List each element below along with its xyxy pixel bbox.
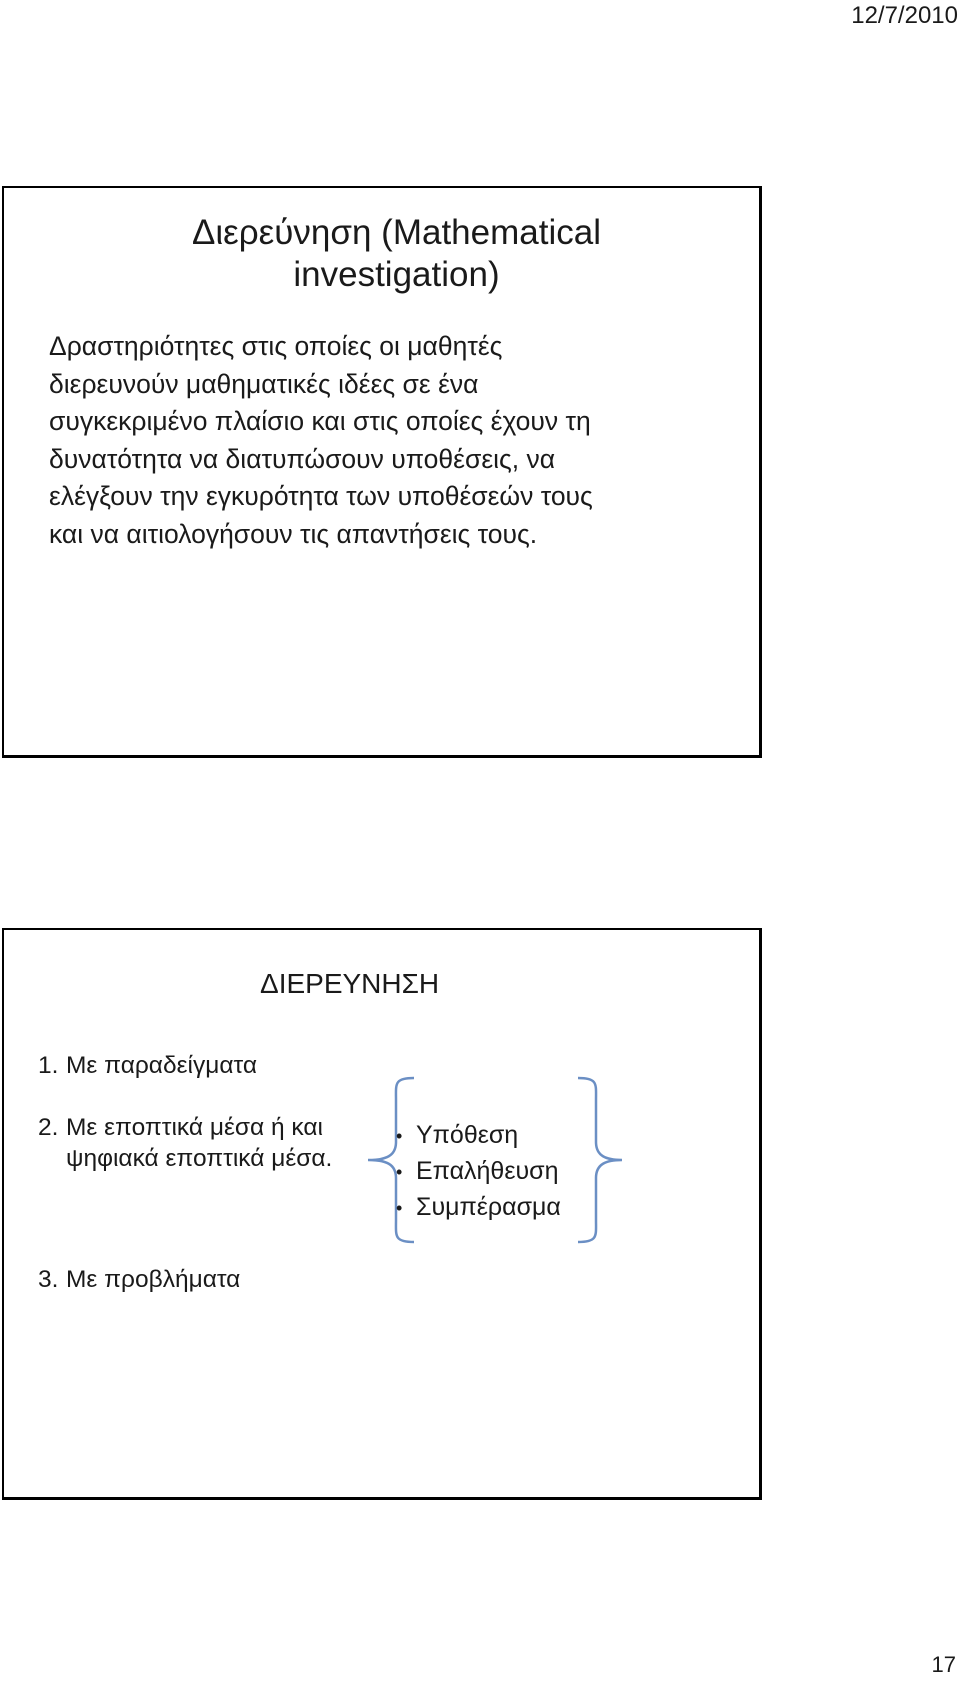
slide-2 — [2, 928, 762, 1500]
bullet-list — [396, 1118, 561, 1226]
bullet-text: Υπόθεση — [416, 1121, 519, 1149]
bullet-item — [396, 1154, 561, 1190]
slide-1-title-line-1: Διερεύνηση (Mathematical — [192, 213, 601, 252]
body-line: δυνατότητα να διατυπώσουν υποθέσεις, να — [49, 443, 556, 474]
slide-1-body — [49, 328, 749, 553]
slide-1 — [2, 186, 762, 758]
list-item-text: Με προβλήματα — [66, 1266, 241, 1293]
right-curly-brace — [578, 1078, 622, 1242]
body-line: διερευνούν μαθηματικές ιδέες σε ένα — [49, 368, 479, 399]
page-date: 12/7/2010 — [851, 2, 958, 29]
body-line: και να αιτιολογήσουν τις απαντήσεις τους. — [49, 518, 538, 549]
bullet-item — [396, 1190, 561, 1226]
list-item-number: 2. — [38, 1114, 59, 1141]
bullet-icon: • — [396, 1161, 403, 1182]
list-item-text: Με εποπτικά μέσα ή και ψηφιακά εποπτικά μέσα. — [66, 1114, 333, 1172]
slide-2-title: ΔΙΕΡΕΥΝΗΣΗ — [260, 968, 440, 999]
list-item — [38, 1050, 368, 1081]
bullet-icon: • — [396, 1125, 403, 1146]
list-item — [38, 1112, 368, 1174]
slide-1-title — [4, 212, 759, 296]
body-line: συγκεκριμένο πλαίσιο και στις οποίες έχουν τη — [49, 406, 591, 436]
list-item-number: 1. — [38, 1052, 59, 1079]
slide-1-title-line-2: investigation) — [293, 255, 500, 294]
list-item — [38, 1264, 368, 1295]
list-item-number: 3. — [38, 1266, 59, 1293]
bullet-icon: • — [396, 1197, 403, 1218]
page-number: 17 — [931, 1652, 956, 1677]
bullet-item — [396, 1118, 561, 1154]
bullet-text: Συμπέρασμα — [416, 1192, 561, 1221]
body-line: ελέγξουν την εγκυρότητα των υποθέσεών τους — [49, 481, 593, 511]
bullet-text: Επαλήθευση — [416, 1156, 559, 1185]
list-item-text: Με παραδείγματα — [66, 1052, 257, 1079]
body-line: Δραστηριότητες στις οποίες οι μαθητές — [49, 331, 503, 361]
